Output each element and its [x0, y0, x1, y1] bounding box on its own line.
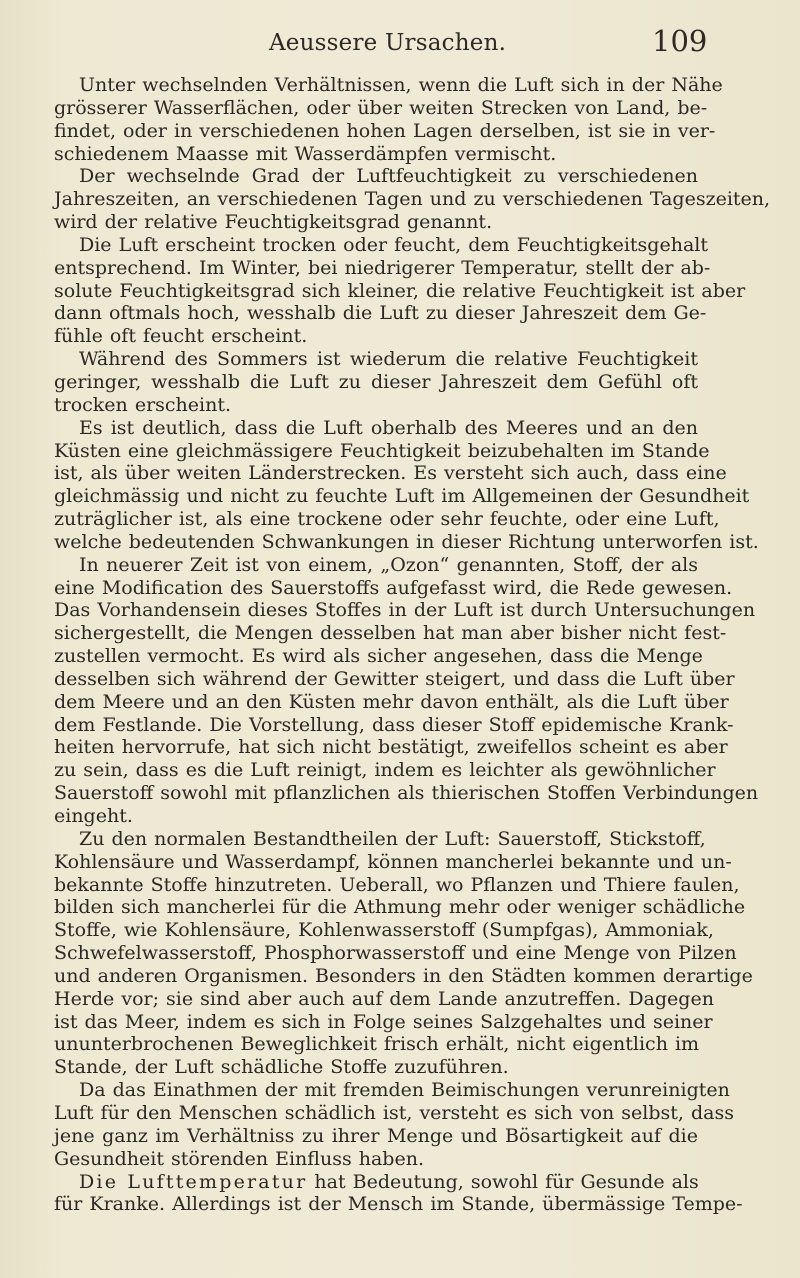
text-line: zu sein, dass es die Luft reinigt, indem es leichter als gewöhnlicher — [54, 759, 716, 782]
text-line: Unter wechselnden Verhältnissen, wenn die Luft sich in der Nähe — [79, 74, 723, 96]
text-line: desselben sich während der Gewitter steigert, und dass die Luft über — [54, 667, 735, 690]
text-line: dem Meere und an den Küsten mehr davon enthält, als die Luft über — [54, 690, 729, 713]
text-line: zustellen vermocht. Es wird als sicher angesehen, dass die Menge — [54, 645, 703, 668]
text-line: Schwefelwasserstoff, Phosphorwasserstoff und eine Menge von Pilzen — [54, 942, 737, 965]
text-line: Stoffe, wie Kohlensäure, Kohlenwasserstoff (Sumpfgas), Ammoniak, — [54, 919, 714, 942]
page-number: 109 — [652, 24, 708, 58]
text-line: geringer, wesshalb die Luft zu dieser Jahreszeit dem Gefühl oft — [54, 370, 698, 393]
text-line: Luft für den Menschen schädlich ist, versteht es sich von selbst, dass — [54, 1101, 734, 1124]
text-line: trocken erscheint. — [54, 393, 232, 416]
text-span: hat Bedeutung, sowohl für Gesunde als — [307, 1170, 699, 1193]
text-line: fühle oft feucht erscheint. — [54, 325, 308, 348]
text-line: Während des Sommers ist wiederum die relative Feuchtigkeit — [79, 348, 698, 371]
text-line: entsprechend. Im Winter, bei niedrigerer Temperatur, stellt der ab- — [54, 256, 711, 279]
text-line: gleichmässig und nicht zu feuchte Luft im Allgemeinen der Gesundheit — [54, 485, 750, 508]
running-title: Aeussere Ursachen. — [269, 30, 507, 56]
text-line: bekannte Stoffe hinzutreten. Ueberall, wo Pflanzen und Thiere faulen, — [54, 873, 740, 896]
text-line: heiten hervorrufe, hat sich nicht bestätigt, zweifellos scheint es aber — [54, 736, 728, 759]
text-line: Das Vorhandensein dieses Stoffes in der Luft ist durch Untersuchungen — [54, 599, 756, 622]
text-line: schiedenem Maasse mit Wasserdämpfen vermischt. — [54, 142, 557, 165]
text-line: grösserer Wasserflächen, oder über weiten Strecken von Land, be- — [54, 96, 708, 119]
text-line: zuträglicher ist, als eine trockene oder sehr feuchte, oder eine Luft, — [54, 508, 720, 531]
text-line: Stande, der Luft schädliche Stoffe zuzuführen. — [54, 1056, 509, 1079]
running-header — [0, 24, 800, 64]
text-line: sichergestellt, die Mengen desselben hat man aber bisher nicht fest- — [54, 622, 727, 645]
text-line: ist, als über weiten Länderstrecken. Es versteht sich auch, dass eine — [54, 462, 727, 485]
text-line: Jahreszeiten, an verschiedenen Tagen und zu verschiedenen Tageszeiten, — [54, 188, 771, 211]
text-line: Es ist deutlich, dass die Luft oberhalb des Meeres und an den — [79, 416, 698, 439]
text-line: wird der relative Feuchtigkeitsgrad genannt. — [54, 211, 493, 234]
text-line: Die Luft erscheint trocken oder feucht, dem Feuchtigkeitsgehalt — [79, 233, 708, 256]
body-text — [54, 74, 771, 1216]
text-line — [54, 1171, 698, 1194]
text-line: für Kranke. Allerdings ist der Mensch im Stande, übermässige Tempe- — [54, 1193, 743, 1216]
text-line: Kohlensäure und Wasserdampf, können mancherlei bekannte und un- — [54, 850, 732, 873]
text-line: ununterbrochenen Beweglichkeit frisch erhält, nicht eigentlich im — [54, 1033, 700, 1056]
text-line: Der wechselnde Grad der Luftfeuchtigkeit zu verschiedenen — [79, 165, 698, 188]
text-line: Da das Einathmen der mit fremden Beimischungen verunreinigten — [79, 1079, 730, 1102]
text-line: Küsten eine gleichmässigere Feuchtigkeit beizubehalten im Stande — [54, 439, 710, 462]
text-line: findet, oder in verschiedenen hohen Lagen derselben, ist sie in ver- — [54, 119, 716, 142]
emphasized-term: Die Lufttemperatur — [79, 1170, 308, 1193]
text-line: Herde vor; sie sind aber auch auf dem Lande anzutreffen. Dagegen — [54, 987, 714, 1010]
text-line: solute Feuchtigkeitsgrad sich kleiner, die relative Feuchtigkeit ist aber — [54, 279, 746, 302]
text-line: Zu den normalen Bestandtheilen der Luft: Sauerstoff, Stickstoff, — [79, 827, 706, 850]
text-line: In neuerer Zeit ist von einem, „Ozon“ genannten, Stoff, der als — [79, 553, 698, 576]
text-line: eingeht. — [54, 805, 133, 827]
text-line: dann oftmals hoch, wesshalb die Luft zu dieser Jahreszeit dem Ge- — [54, 302, 707, 325]
text-line: Sauerstoff sowohl mit pflanzlichen als thierischen Stoffen Verbindungen — [54, 782, 759, 805]
text-line: dem Festlande. Die Vorstellung, dass dieser Stoff epidemische Krank- — [54, 713, 734, 736]
text-line: und anderen Organismen. Besonders in den Städten kommen derartige — [54, 964, 753, 987]
text-line: jene ganz im Verhältniss zu ihrer Menge und Bösartigkeit auf die — [54, 1124, 698, 1147]
text-line: Gesundheit störenden Einfluss haben. — [54, 1147, 424, 1170]
text-line: bilden sich mancherlei für die Athmung mehr oder weniger schädliche — [54, 896, 746, 919]
text-line: ist das Meer, indem es sich in Folge seines Salzgehaltes und seiner — [54, 1010, 713, 1033]
text-line: welche bedeutenden Schwankungen in dieser Richtung unterworfen ist. — [54, 530, 759, 553]
text-line: eine Modification des Sauerstoffs aufgefasst wird, die Rede gewesen. — [54, 576, 733, 599]
